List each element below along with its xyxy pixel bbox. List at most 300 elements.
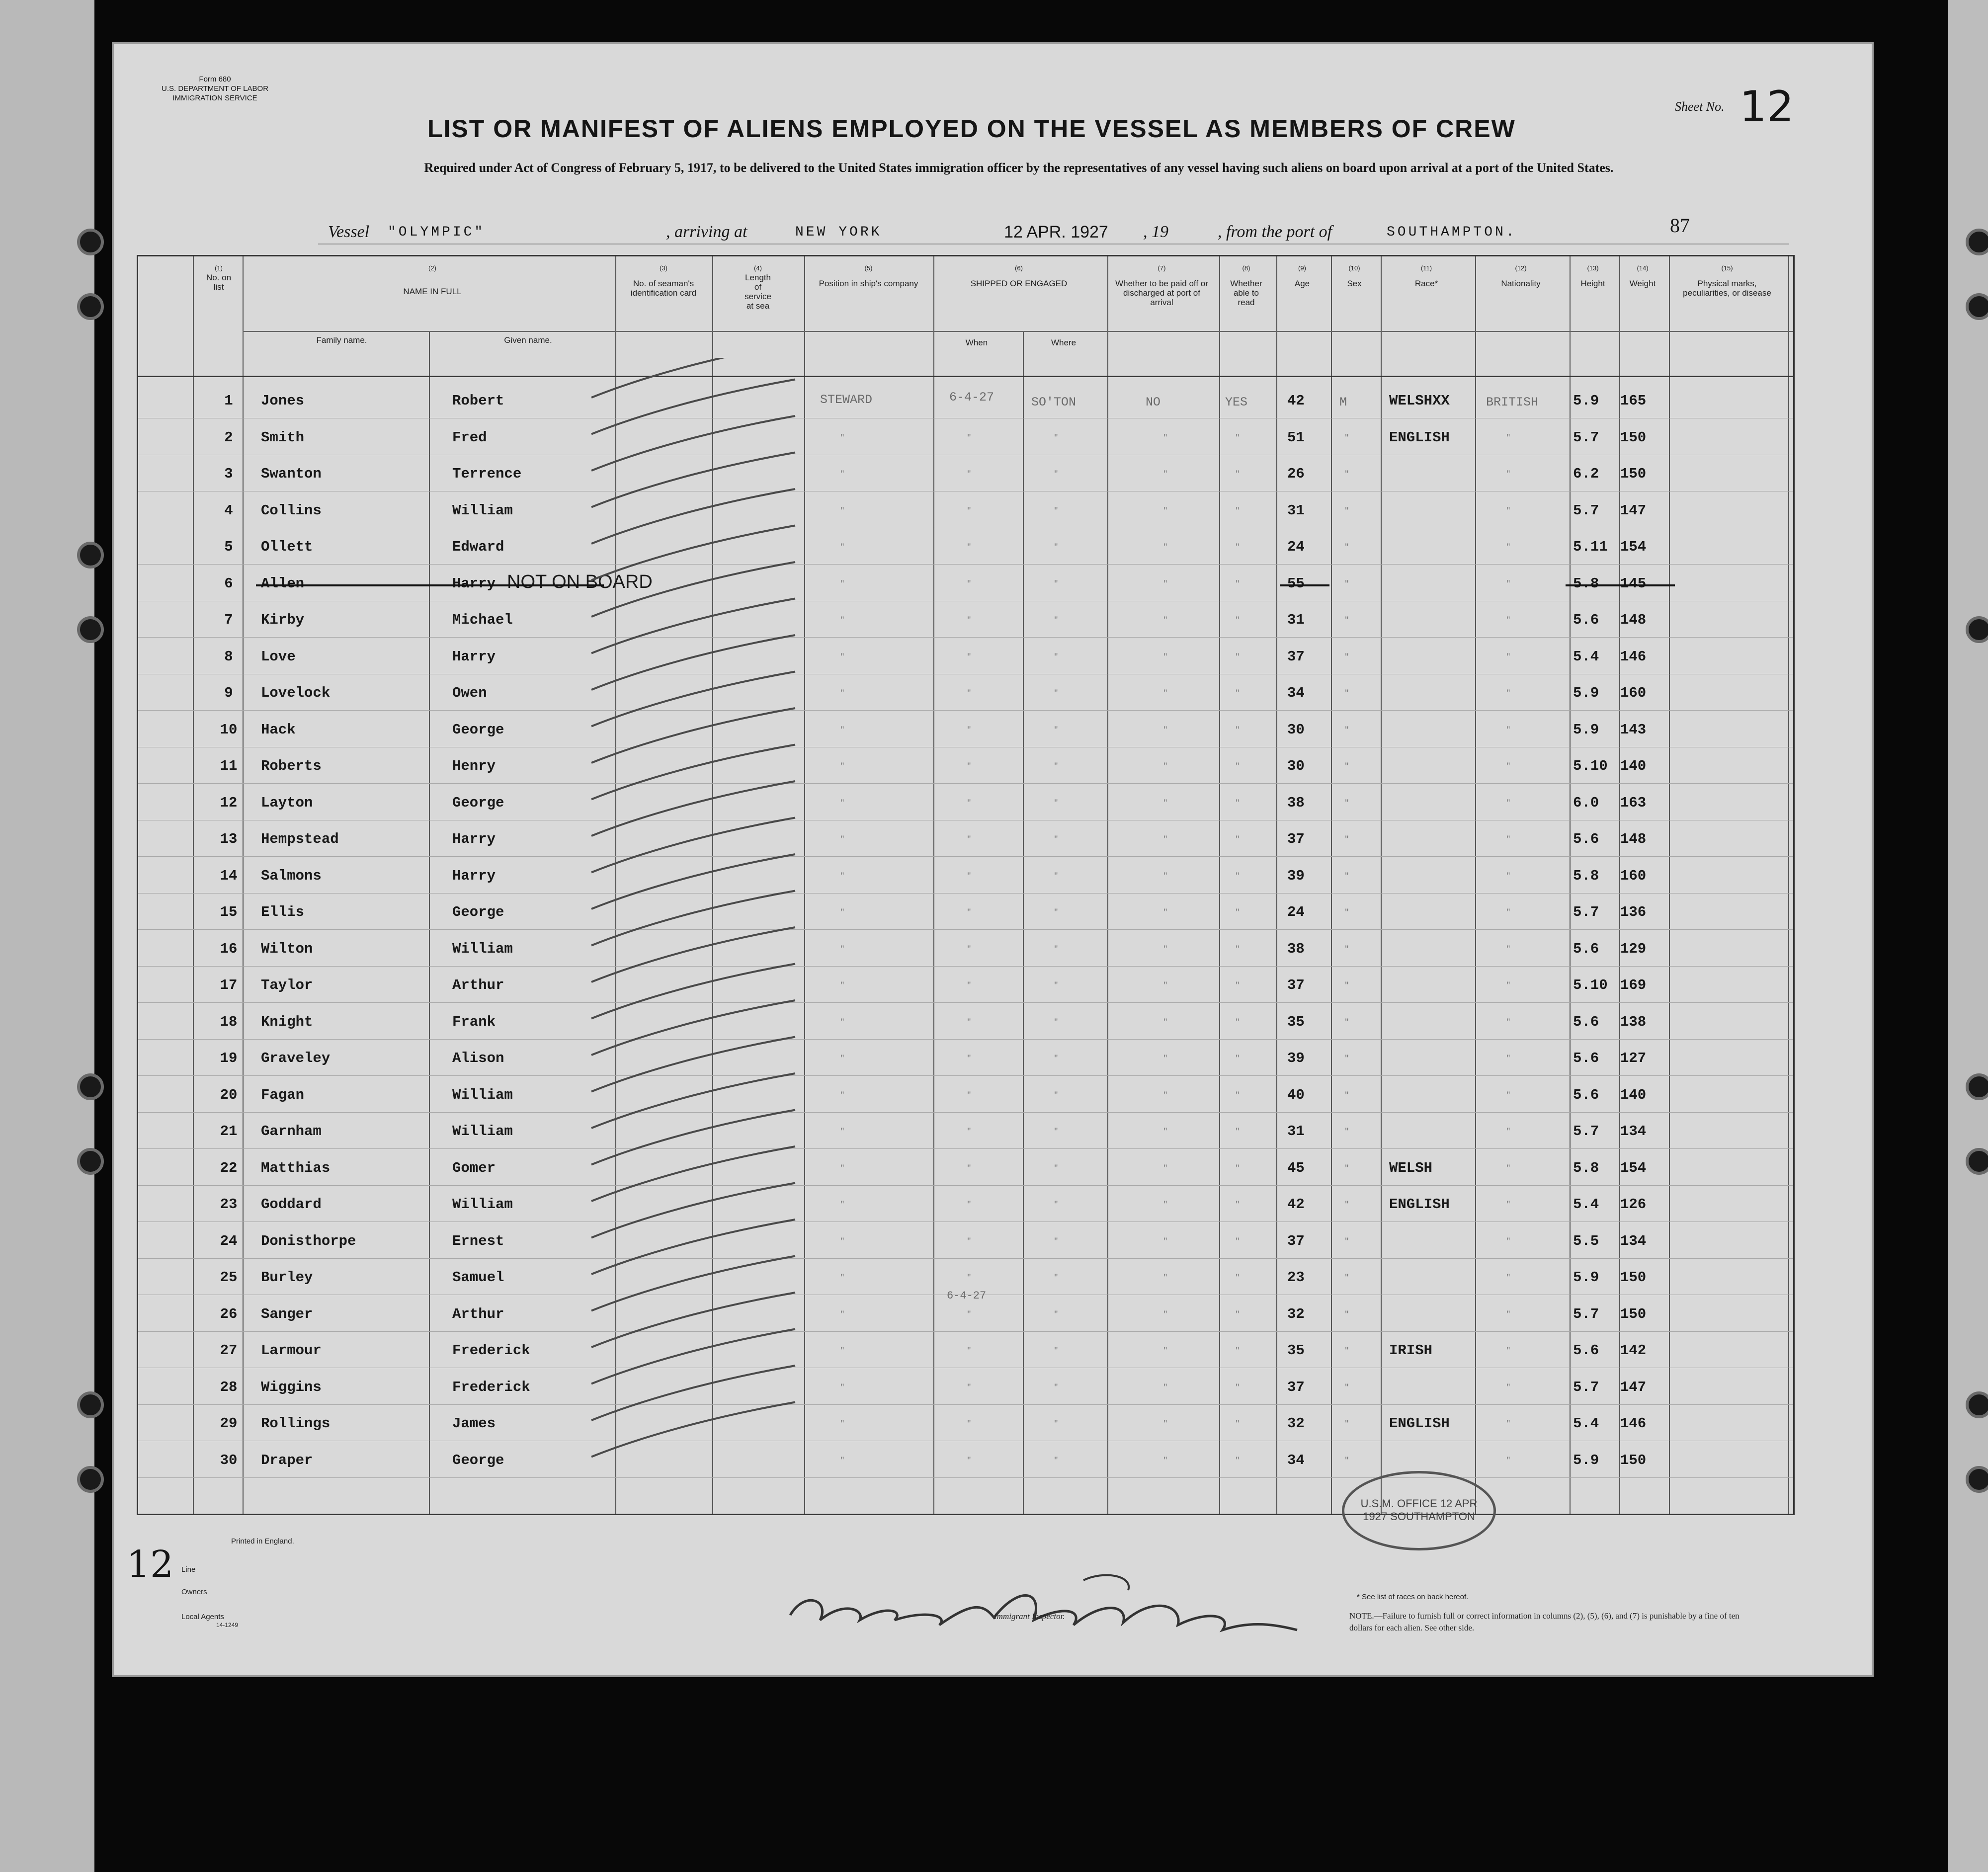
pencil-check-stroke [591, 891, 795, 946]
ditto-mark: " [1506, 579, 1511, 588]
family-name-cell: Garnham [261, 1123, 322, 1139]
ditto-mark: " [1235, 1164, 1240, 1173]
ditto-mark: " [1506, 1346, 1511, 1355]
pencil-check-stroke [591, 1256, 795, 1311]
row-number-cell: 30 [220, 1452, 238, 1468]
row-number-cell: 20 [220, 1087, 238, 1103]
height-cell: 5.6 [1573, 1342, 1599, 1359]
ditto-mark: " [1506, 1054, 1511, 1063]
punch-hole [77, 616, 104, 643]
ditto-mark: " [1235, 1237, 1240, 1246]
ditto-mark: " [1235, 652, 1240, 661]
ditto-mark: " [1054, 1383, 1059, 1392]
ditto-mark: " [1163, 1127, 1168, 1136]
height-cell: 5.7 [1573, 1306, 1599, 1322]
ditto-mark: " [840, 1346, 845, 1355]
row-number-cell: 25 [220, 1269, 238, 1286]
age-cell: 38 [1287, 795, 1305, 811]
ditto-mark: " [967, 981, 972, 990]
ditto-mark: " [1054, 1018, 1059, 1027]
form-code: 14-1249 [216, 1622, 239, 1628]
ditto-mark: " [840, 726, 845, 734]
ditto-mark: " [1506, 470, 1511, 479]
col1-header: (1) No. on list [206, 264, 232, 292]
punch-hole [77, 1391, 104, 1418]
ditto-mark: " [967, 835, 972, 844]
height-cell: 5.4 [1573, 1196, 1599, 1213]
pencil-check-stroke [591, 1220, 795, 1274]
owners-label: Owners [181, 1588, 207, 1596]
col4-header: (4) Length of service at sea [745, 264, 771, 311]
line-label: Line [181, 1565, 196, 1574]
given-name-cell: Arthur [452, 977, 504, 993]
ditto-mark: " [840, 1018, 845, 1027]
family-name-cell: Roberts [261, 758, 322, 774]
strike-through-line [256, 584, 604, 586]
family-name-cell: Rollings [261, 1415, 331, 1432]
ditto-mark: " [1344, 1018, 1349, 1027]
height-cell: 5.9 [1573, 1452, 1599, 1468]
races-note: * See list of races on back hereof. [1357, 1593, 1469, 1601]
given-name-cell: Alison [452, 1050, 504, 1066]
row-number-cell: 17 [220, 977, 238, 993]
family-name-cell: Larmour [261, 1342, 322, 1359]
ditto-mark: " [1163, 1200, 1168, 1209]
ditto-mark: " [1344, 1200, 1349, 1209]
height-cell: 5.6 [1573, 831, 1599, 847]
given-name-cell: Frederick [452, 1342, 530, 1359]
ditto-mark: " [1054, 1273, 1059, 1282]
ditto-mark: " [840, 1273, 845, 1282]
ditto-mark: " [840, 1164, 845, 1173]
family-name-cell: Ollett [261, 539, 313, 555]
pencil-check-stroke [591, 708, 795, 763]
ditto-mark: " [967, 1164, 972, 1173]
family-name-cell: Goddard [261, 1196, 322, 1213]
weight-cell: 147 [1620, 1379, 1647, 1395]
family-name-cell: Taylor [261, 977, 313, 993]
ditto-mark: " [1506, 726, 1511, 734]
given-name-cell: Harry [452, 831, 496, 847]
given-name-cell: Harry [452, 868, 496, 884]
ditto-mark: " [1235, 689, 1240, 698]
page-title: LIST OR MANIFEST OF ALIENS EMPLOYED ON THE VESSEL AS MEMBERS OF CREW [427, 115, 1516, 143]
ditto-mark: " [1506, 652, 1511, 661]
row-number-cell: 13 [220, 831, 238, 847]
race-cell: IRISH [1389, 1342, 1433, 1359]
ditto-mark: " [1344, 506, 1349, 515]
pencil-check-stroke [591, 1329, 795, 1384]
ditto-mark: " [1344, 799, 1349, 808]
age-cell: 42 [1287, 1196, 1305, 1213]
strike-through-line [1566, 584, 1675, 586]
race-cell: WELSH [1389, 1160, 1433, 1176]
ditto-mark: " [1054, 1310, 1059, 1319]
given-name-cell: James [452, 1415, 496, 1432]
ditto-mark: " [840, 1091, 845, 1100]
ditto-mark: " [1235, 579, 1240, 588]
weight-cell: 142 [1620, 1342, 1647, 1359]
weight-cell: 134 [1620, 1123, 1647, 1139]
ditto-mark: " [1506, 908, 1511, 917]
ditto-mark: " [1235, 470, 1240, 479]
pencil-check-stroke [591, 1366, 795, 1420]
where-cell: SO'TON [1031, 395, 1077, 409]
ditto-mark: " [1506, 762, 1511, 771]
ditto-mark: " [840, 799, 845, 808]
ditto-mark: " [1163, 543, 1168, 552]
ditto-mark: " [1163, 726, 1168, 734]
ditto-mark: " [1054, 652, 1059, 661]
col11-header: (11) Race* [1414, 264, 1438, 288]
given-name-cell: Terrence [452, 466, 522, 482]
given-name-cell: William [452, 1087, 513, 1103]
row-number-cell: 21 [220, 1123, 238, 1139]
row-number-cell: 29 [220, 1415, 238, 1432]
vessel-label: Vessel [328, 223, 370, 241]
ditto-mark: " [967, 1237, 972, 1246]
weight-cell: 169 [1620, 977, 1647, 993]
age-cell: 37 [1287, 977, 1305, 993]
height-cell: 5.6 [1573, 1087, 1599, 1103]
row-number-cell: 15 [220, 904, 238, 920]
ditto-mark: " [967, 470, 972, 479]
height-cell: 5.10 [1573, 758, 1608, 774]
family-name-cell: Fagan [261, 1087, 305, 1103]
pencil-check-stroke [591, 416, 795, 471]
family-name-cell: Burley [261, 1269, 313, 1286]
ditto-mark: " [1235, 1456, 1240, 1465]
height-cell: 6.0 [1573, 795, 1599, 811]
race-cell: ENGLISH [1389, 429, 1450, 446]
left-adjacent-page [0, 0, 94, 1872]
when-cell-row25: 6-4-27 [947, 1290, 987, 1302]
ditto-mark: " [1235, 762, 1240, 771]
ditto-mark: " [1054, 1127, 1059, 1136]
ditto-mark: " [840, 981, 845, 990]
ditto-mark: " [1163, 1419, 1168, 1428]
ditto-mark: " [1506, 1419, 1511, 1428]
ditto-mark: " [1163, 908, 1168, 917]
punch-hole [1966, 1148, 1988, 1175]
race-cell: ENGLISH [1389, 1196, 1450, 1213]
age-cell: 26 [1287, 466, 1305, 482]
ditto-mark: " [1054, 1237, 1059, 1246]
family-name-cell: Layton [261, 795, 313, 811]
weight-cell: 150 [1620, 1269, 1647, 1286]
family-name-cell: Wiggins [261, 1379, 322, 1395]
ditto-mark: " [1054, 470, 1059, 479]
race-cell: WELSHXX [1389, 393, 1450, 409]
family-name-cell: Hack [261, 722, 296, 738]
ditto-mark: " [840, 835, 845, 844]
pencil-check-stroke [591, 964, 795, 1019]
ditto-mark: " [1163, 616, 1168, 625]
ditto-mark: " [1344, 1456, 1349, 1465]
col2-header: (2) NAME IN FULL [403, 264, 462, 296]
department: U.S. DEPARTMENT OF LABOR [162, 84, 269, 93]
age-cell: 31 [1287, 612, 1305, 628]
ditto-mark: " [1163, 835, 1168, 844]
col10-header: (10) Sex [1347, 264, 1362, 288]
col12-header: (12) Nationality [1501, 264, 1541, 288]
ditto-mark: " [967, 872, 972, 881]
given-name-cell: Fred [452, 429, 487, 446]
age-cell: 35 [1287, 1342, 1305, 1359]
local-agents-label: Local Agents [181, 1613, 224, 1621]
row-number-cell: 6 [224, 575, 233, 592]
ditto-mark: " [1344, 726, 1349, 734]
height-cell: 5.11 [1573, 539, 1608, 555]
weight-cell: 160 [1620, 685, 1647, 701]
punch-hole [1966, 1391, 1988, 1418]
height-cell: 5.8 [1573, 868, 1599, 884]
ditto-mark: " [1163, 872, 1168, 881]
ditto-mark: " [1506, 1091, 1511, 1100]
height-cell: 5.8 [1573, 575, 1599, 592]
ditto-mark: " [1235, 1273, 1240, 1282]
ditto-mark: " [967, 689, 972, 698]
ditto-mark: " [840, 1200, 845, 1209]
family-name-cell: Collins [261, 502, 322, 519]
weight-cell: 150 [1620, 429, 1647, 446]
age-cell: 31 [1287, 1123, 1305, 1139]
row-number-cell: 24 [220, 1233, 238, 1249]
weight-cell: 140 [1620, 758, 1647, 774]
row-number-cell: 3 [224, 466, 233, 482]
ditto-mark: " [1054, 726, 1059, 734]
weight-cell: 150 [1620, 466, 1647, 482]
ditto-mark: " [1163, 981, 1168, 990]
col7-header: (7) Whether to be paid off or discharged at port of arrival [1115, 264, 1208, 307]
pencil-check-stroke [591, 745, 795, 800]
ditto-mark: " [1344, 1383, 1349, 1392]
ditto-mark: " [1054, 945, 1059, 954]
col15-header: (15) Physical marks, peculiarities, or disease [1683, 264, 1771, 298]
ditto-mark: " [1235, 945, 1240, 954]
weight-cell: 143 [1620, 722, 1647, 738]
given-name-cell: George [452, 1452, 504, 1468]
nationality-cell: BRITISH [1486, 395, 1539, 409]
ditto-mark: " [1235, 726, 1240, 734]
weight-cell: 129 [1620, 941, 1647, 957]
ditto-mark: " [840, 433, 845, 442]
age-cell: 24 [1287, 904, 1305, 920]
row-number-cell: 2 [224, 429, 233, 446]
given-name-cell: William [452, 502, 513, 519]
family-name-cell: Ellis [261, 904, 305, 920]
ditto-mark: " [1506, 1127, 1511, 1136]
ditto-mark: " [967, 616, 972, 625]
weight-cell: 138 [1620, 1014, 1647, 1030]
ditto-mark: " [1506, 1456, 1511, 1465]
ditto-mark: " [1344, 981, 1349, 990]
age-cell: 42 [1287, 393, 1305, 409]
ditto-mark: " [840, 1456, 845, 1465]
age-cell: 32 [1287, 1415, 1305, 1432]
row-number-cell: 12 [220, 795, 238, 811]
pencil-check-stroke [591, 1293, 795, 1347]
family-name-cell: Lovelock [261, 685, 331, 701]
ditto-mark: " [1506, 945, 1511, 954]
height-cell: 5.9 [1573, 722, 1599, 738]
given-name-cell: Harry [452, 575, 496, 592]
height-cell: 5.8 [1573, 1160, 1599, 1176]
ditto-mark: " [1235, 835, 1240, 844]
ditto-mark: " [967, 1127, 972, 1136]
age-cell: 39 [1287, 868, 1305, 884]
when-cell: 6-4-27 [949, 390, 994, 405]
ditto-mark: " [1344, 1164, 1349, 1173]
ditto-mark: " [840, 762, 845, 771]
height-cell: 6.2 [1573, 466, 1599, 482]
punch-hole [1966, 616, 1988, 643]
pencil-check-stroke [591, 1000, 795, 1055]
ditto-mark: " [1163, 1310, 1168, 1319]
ditto-mark: " [1235, 1383, 1240, 1392]
age-cell: 30 [1287, 758, 1305, 774]
weight-cell: 146 [1620, 649, 1647, 665]
fine-note: NOTE.—Failure to furnish full or correct information in columns (2), (5), (6), and (7) is punishable by a fine of ten dollars for each alien. See other side. [1349, 1611, 1740, 1632]
ditto-mark: " [1344, 945, 1349, 954]
ditto-mark: " [1235, 506, 1240, 515]
ditto-mark: " [1054, 762, 1059, 771]
row-number-cell: 23 [220, 1196, 238, 1213]
ditto-mark: " [1506, 1237, 1511, 1246]
form-number: Form 680 [199, 75, 231, 83]
given-name-cell: Michael [452, 612, 513, 628]
ditto-mark: " [1054, 689, 1059, 698]
row-number-cell: 8 [224, 649, 233, 665]
pencil-check-stroke [591, 927, 795, 982]
col6-header: (6) SHIPPED OR ENGAGED [970, 264, 1068, 288]
paid-off-cell: NO [1146, 395, 1161, 409]
age-cell: 38 [1287, 941, 1305, 957]
office-stamp: U.S.M. OFFICE 12 APR 1927 SOUTHAMPTON [1342, 1471, 1496, 1550]
ditto-mark: " [967, 1456, 972, 1465]
pencil-check-stroke [591, 1183, 795, 1238]
ditto-mark: " [840, 1237, 845, 1246]
punch-hole [77, 1466, 104, 1493]
weight-cell: 126 [1620, 1196, 1647, 1213]
family-name-cell: Wilton [261, 941, 313, 957]
ditto-mark: " [1506, 1164, 1511, 1173]
ditto-mark: " [1506, 872, 1511, 881]
row-number-cell: 28 [220, 1379, 238, 1395]
weight-cell: 148 [1620, 831, 1647, 847]
ditto-mark: " [1054, 506, 1059, 515]
ditto-mark: " [967, 1054, 972, 1063]
ditto-mark: " [1163, 799, 1168, 808]
row-number-cell: 26 [220, 1306, 238, 1322]
age-cell: 24 [1287, 539, 1305, 555]
ditto-mark: " [840, 506, 845, 515]
pencil-check-stroke [591, 489, 795, 544]
pencil-check-strokes [581, 358, 805, 1501]
ditto-mark: " [1054, 799, 1059, 808]
ditto-mark: " [1163, 433, 1168, 442]
age-cell: 35 [1287, 1014, 1305, 1030]
row-number-cell: 22 [220, 1160, 238, 1176]
family-name-cell: Salmons [261, 868, 322, 884]
crew-table [137, 255, 1795, 1515]
ditto-mark: " [1506, 1273, 1511, 1282]
ditto-mark: " [1506, 433, 1511, 442]
punch-hole [77, 542, 104, 569]
height-cell: 5.6 [1573, 612, 1599, 628]
sheet-number: 12 [1740, 82, 1794, 132]
ditto-mark: " [1235, 799, 1240, 808]
form-header [162, 75, 268, 103]
ditto-mark: " [967, 506, 972, 515]
age-cell: 51 [1287, 429, 1305, 446]
ditto-mark: " [1163, 1054, 1168, 1063]
ditto-mark: " [1235, 872, 1240, 881]
family-name-cell: Knight [261, 1014, 313, 1030]
given-name-cell: Robert [452, 393, 504, 409]
ditto-mark: " [1235, 1018, 1240, 1027]
ditto-mark: " [840, 616, 845, 625]
ditto-mark: " [1235, 1200, 1240, 1209]
pencil-check-stroke [591, 672, 795, 727]
punch-hole [77, 1073, 104, 1100]
ditto-mark: " [1506, 981, 1511, 990]
ditto-mark: " [1163, 1273, 1168, 1282]
ditto-mark: " [1506, 1383, 1511, 1392]
ditto-mark: " [967, 1018, 972, 1027]
ditto-mark: " [1054, 1419, 1059, 1428]
ditto-mark: " [1344, 1419, 1349, 1428]
height-cell: 5.4 [1573, 649, 1599, 665]
ditto-mark: " [1235, 908, 1240, 917]
ditto-mark: " [1506, 506, 1511, 515]
ditto-mark: " [1235, 543, 1240, 552]
weight-cell: 150 [1620, 1306, 1647, 1322]
height-cell: 5.4 [1573, 1415, 1599, 1432]
weight-cell: 165 [1620, 393, 1647, 409]
weight-cell: 160 [1620, 868, 1647, 884]
not-on-board-stamp: NOT ON BOARD [507, 571, 653, 592]
ditto-mark: " [1054, 1200, 1059, 1209]
ditto-mark: " [840, 945, 845, 954]
ditto-mark: " [840, 689, 845, 698]
height-cell: 5.9 [1573, 685, 1599, 701]
row-number-cell: 5 [224, 539, 233, 555]
age-cell: 39 [1287, 1050, 1305, 1066]
weight-cell: 163 [1620, 795, 1647, 811]
punch-hole [1966, 229, 1988, 255]
row-number-cell: 14 [220, 868, 238, 884]
col3-header: (3) No. of seaman's identification card [630, 264, 697, 298]
row-number-cell: 10 [220, 722, 238, 738]
ditto-mark: " [1054, 616, 1059, 625]
weight-cell: 148 [1620, 612, 1647, 628]
row-number-cell: 16 [220, 941, 238, 957]
pencil-check-stroke [591, 562, 795, 617]
ditto-mark: " [840, 908, 845, 917]
row-number-cell: 4 [224, 502, 233, 519]
ditto-mark: " [1344, 1273, 1349, 1282]
position-cell: STEWARD [820, 393, 873, 407]
ditto-mark: " [1344, 1091, 1349, 1100]
ditto-mark: " [967, 799, 972, 808]
ditto-mark: " [967, 762, 972, 771]
ditto-mark: " [1344, 1346, 1349, 1355]
punch-hole [1966, 1466, 1988, 1493]
ditto-mark: " [1054, 1054, 1059, 1063]
ditto-mark: " [1344, 652, 1349, 661]
col14-header: (14) Weight [1629, 264, 1656, 288]
